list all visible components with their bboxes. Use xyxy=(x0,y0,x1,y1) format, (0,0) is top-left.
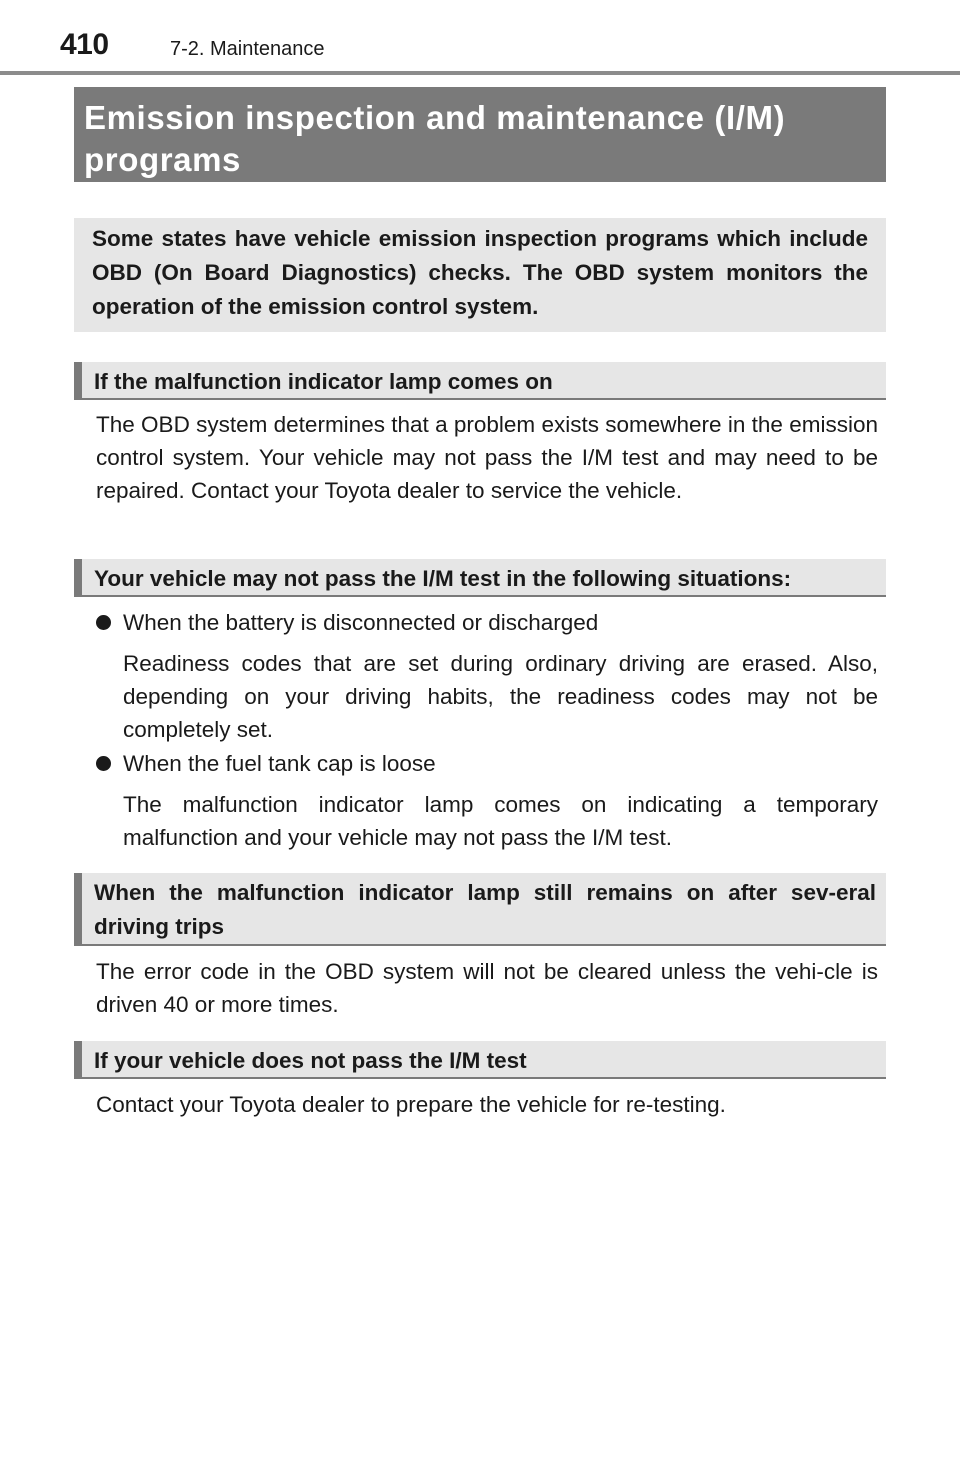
page-header xyxy=(0,0,960,76)
bullet-battery xyxy=(96,606,598,639)
mil-remains-body: The error code in the OBD system will not be cleared unless the vehi-cle is driven 40 or more times. xyxy=(96,959,878,1017)
subheading-situations: Your vehicle may not pass the I/M test in the following situations: xyxy=(74,559,886,597)
bullet-icon xyxy=(96,756,111,771)
bullet-icon xyxy=(96,615,111,630)
bullet-battery-label: When the battery is disconnected or discharged xyxy=(123,610,599,635)
mil-on-body: The OBD system determines that a problem exists somewhere in the emission control system. Your vehicle may not pass the I/M test and may need to be repaired. Contact your Toyota dealer to service the vehicle. xyxy=(96,412,878,503)
subheading-mil-on: If the malfunction indicator lamp comes on xyxy=(74,362,886,400)
bullet-fuel-cap xyxy=(96,747,436,780)
bullet-fuel-cap-detail: The malfunction indicator lamp comes on indicating a temporary malfunction and your vehicle may not pass the I/M test. xyxy=(123,792,878,850)
section-reference: 7-2. Maintenance xyxy=(170,38,325,60)
page-number: 410 xyxy=(60,28,109,61)
intro-box: Some states have vehicle emission inspection programs which include OBD (On Board Diagnostics) checks. The OBD system monitors the operation of the emission control system. xyxy=(74,218,886,332)
not-pass-body: Contact your Toyota dealer to prepare the vehicle for re-testing. xyxy=(96,1092,726,1117)
bullet-fuel-cap-label: When the fuel tank cap is loose xyxy=(123,751,436,776)
subheading-not-pass: If your vehicle does not pass the I/M test xyxy=(74,1041,886,1079)
header-rule xyxy=(0,71,960,75)
bullet-battery-detail: Readiness codes that are set during ordinary driving are erased. Also, depending on your driving habits, the readiness codes may not be completely set. xyxy=(123,651,878,742)
page-title: Emission inspection and maintenance (I/M) programs xyxy=(74,87,886,182)
subheading-mil-remains: When the malfunction indicator lamp still remains on after sev-eral driving trips xyxy=(74,873,886,946)
